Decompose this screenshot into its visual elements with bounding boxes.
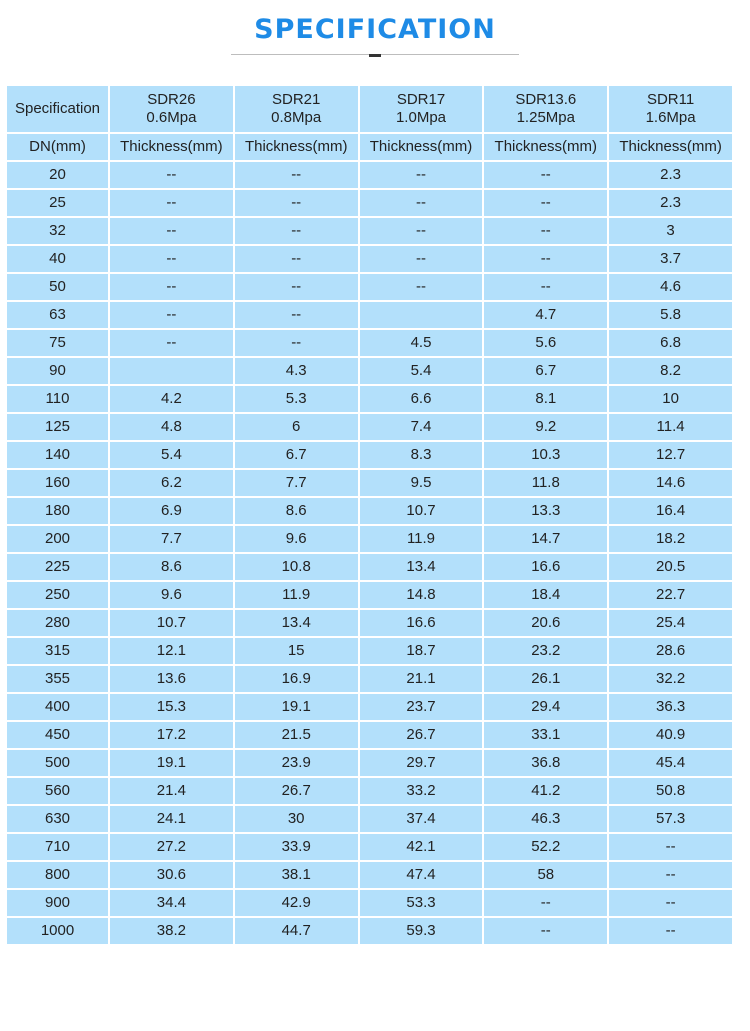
thickness-cell: 4.8: [109, 413, 234, 441]
thickness-cell: 17.2: [109, 721, 234, 749]
table-row: [6, 609, 733, 637]
thickness-cell: 33.9: [234, 833, 359, 861]
thickness-cell: 10.8: [234, 553, 359, 581]
thickness-cell: 7.7: [109, 525, 234, 553]
thickness-header: Thickness(mm): [109, 133, 234, 161]
thickness-cell: 47.4: [359, 861, 484, 889]
thickness-cell: --: [109, 329, 234, 357]
thickness-cell: --: [109, 301, 234, 329]
table-row: [6, 665, 733, 693]
thickness-cell: 19.1: [109, 749, 234, 777]
thickness-cell: --: [483, 273, 608, 301]
thickness-cell: 13.4: [234, 609, 359, 637]
header-row-sdr: [6, 85, 733, 133]
thickness-cell: --: [608, 889, 733, 917]
thickness-cell: 24.1: [109, 805, 234, 833]
thickness-cell: 8.1: [483, 385, 608, 413]
thickness-cell: 4.5: [359, 329, 484, 357]
thickness-cell: --: [359, 161, 484, 189]
thickness-cell: 5.4: [359, 357, 484, 385]
thickness-cell: 13.6: [109, 665, 234, 693]
thickness-cell: 6.9: [109, 497, 234, 525]
thickness-cell: 23.9: [234, 749, 359, 777]
thickness-cell: 33.1: [483, 721, 608, 749]
thickness-cell: 15.3: [109, 693, 234, 721]
thickness-cell: --: [109, 189, 234, 217]
dn-cell: 800: [6, 861, 109, 889]
table-row: [6, 301, 733, 329]
sdr-label: SDR17: [396, 91, 446, 108]
thickness-cell: --: [109, 161, 234, 189]
thickness-cell: 57.3: [608, 805, 733, 833]
dn-cell: 75: [6, 329, 109, 357]
thickness-cell: 9.6: [109, 581, 234, 609]
thickness-cell: 16.4: [608, 497, 733, 525]
dn-cell: 50: [6, 273, 109, 301]
thickness-cell: 58: [483, 861, 608, 889]
thickness-cell: 11.4: [608, 413, 733, 441]
pressure-label: 0.8Mpa: [271, 109, 322, 126]
dn-cell: 32: [6, 217, 109, 245]
thickness-cell: 9.6: [234, 525, 359, 553]
thickness-cell: 4.7: [483, 301, 608, 329]
thickness-cell: 6.2: [109, 469, 234, 497]
table-row: [6, 413, 733, 441]
table-row: [6, 889, 733, 917]
thickness-cell: 6: [234, 413, 359, 441]
table-row: [6, 693, 733, 721]
dn-cell: 400: [6, 693, 109, 721]
thickness-cell: --: [234, 329, 359, 357]
thickness-cell: 11.8: [483, 469, 608, 497]
dn-cell: 40: [6, 245, 109, 273]
thickness-cell: 44.7: [234, 917, 359, 945]
thickness-cell: 5.6: [483, 329, 608, 357]
thickness-cell: --: [234, 245, 359, 273]
thickness-cell: 20.5: [608, 553, 733, 581]
dn-cell: 125: [6, 413, 109, 441]
table-row: [6, 357, 733, 385]
table-row: [6, 833, 733, 861]
dn-cell: 90: [6, 357, 109, 385]
table-row: [6, 861, 733, 889]
thickness-cell: 9.5: [359, 469, 484, 497]
table-body: [6, 161, 733, 945]
thickness-cell: 5.4: [109, 441, 234, 469]
dn-cell: 500: [6, 749, 109, 777]
dn-cell: 63: [6, 301, 109, 329]
table-row: [6, 441, 733, 469]
thickness-cell: 29.7: [359, 749, 484, 777]
thickness-cell: 12.7: [608, 441, 733, 469]
thickness-cell: 12.1: [109, 637, 234, 665]
thickness-cell: --: [109, 245, 234, 273]
table-row: [6, 385, 733, 413]
pressure-label: 1.0Mpa: [395, 109, 447, 126]
dn-cell: 450: [6, 721, 109, 749]
thickness-cell: --: [359, 189, 484, 217]
table-row: [6, 469, 733, 497]
table-row: [6, 553, 733, 581]
thickness-cell: 8.6: [234, 497, 359, 525]
thickness-cell: 37.4: [359, 805, 484, 833]
thickness-cell: 6.7: [483, 357, 608, 385]
table-row: [6, 497, 733, 525]
thickness-cell: [109, 357, 234, 385]
table-row: [6, 217, 733, 245]
thickness-cell: --: [359, 245, 484, 273]
column-header-sdr26: [109, 85, 234, 133]
thickness-cell: --: [234, 161, 359, 189]
dn-cell: 280: [6, 609, 109, 637]
thickness-cell: 26.7: [359, 721, 484, 749]
table-row: [6, 525, 733, 553]
thickness-cell: 16.9: [234, 665, 359, 693]
thickness-cell: 53.3: [359, 889, 484, 917]
sdr-label: SDR11: [646, 91, 695, 108]
thickness-cell: 21.4: [109, 777, 234, 805]
table-row: [6, 189, 733, 217]
table-row: [6, 273, 733, 301]
thickness-cell: 41.2: [483, 777, 608, 805]
dn-cell: 25: [6, 189, 109, 217]
dn-cell: 1000: [6, 917, 109, 945]
table-row: [6, 581, 733, 609]
thickness-cell: 38.2: [109, 917, 234, 945]
table-row: [6, 805, 733, 833]
table-row: [6, 917, 733, 945]
thickness-cell: 26.1: [483, 665, 608, 693]
thickness-cell: --: [483, 917, 608, 945]
thickness-cell: 5.3: [234, 385, 359, 413]
dn-cell: 110: [6, 385, 109, 413]
thickness-cell: 23.7: [359, 693, 484, 721]
corner-header: Specification: [6, 85, 109, 133]
dn-header: DN(mm): [6, 133, 109, 161]
thickness-cell: 6.7: [234, 441, 359, 469]
thickness-cell: 25.4: [608, 609, 733, 637]
thickness-cell: 4.6: [608, 273, 733, 301]
thickness-cell: 6.6: [359, 385, 484, 413]
thickness-cell: 52.2: [483, 833, 608, 861]
thickness-cell: --: [359, 273, 484, 301]
thickness-cell: --: [234, 273, 359, 301]
thickness-cell: 38.1: [234, 861, 359, 889]
thickness-cell: 33.2: [359, 777, 484, 805]
dn-cell: 710: [6, 833, 109, 861]
header-row-units: [6, 133, 733, 161]
thickness-cell: 6.8: [608, 329, 733, 357]
thickness-cell: 26.7: [234, 777, 359, 805]
thickness-cell: 23.2: [483, 637, 608, 665]
dn-cell: 315: [6, 637, 109, 665]
dn-cell: 20: [6, 161, 109, 189]
thickness-cell: 34.4: [109, 889, 234, 917]
thickness-cell: 7.7: [234, 469, 359, 497]
thickness-cell: --: [483, 889, 608, 917]
table-row: [6, 777, 733, 805]
thickness-cell: 13.4: [359, 553, 484, 581]
dn-cell: 250: [6, 581, 109, 609]
specification-table: [5, 84, 734, 946]
table-row: [6, 329, 733, 357]
dn-cell: 180: [6, 497, 109, 525]
thickness-cell: 45.4: [608, 749, 733, 777]
dn-cell: 560: [6, 777, 109, 805]
dn-cell: 160: [6, 469, 109, 497]
column-header-sdr21: [234, 85, 359, 133]
thickness-cell: 20.6: [483, 609, 608, 637]
dn-cell: 900: [6, 889, 109, 917]
thickness-cell: --: [608, 833, 733, 861]
thickness-cell: 50.8: [608, 777, 733, 805]
thickness-cell: --: [234, 301, 359, 329]
thickness-cell: 9.2: [483, 413, 608, 441]
dn-cell: 630: [6, 805, 109, 833]
title-divider-accent: [369, 54, 381, 57]
dn-cell: 200: [6, 525, 109, 553]
thickness-cell: 42.9: [234, 889, 359, 917]
thickness-cell: 15: [234, 637, 359, 665]
thickness-cell: 5.8: [608, 301, 733, 329]
thickness-cell: 21.1: [359, 665, 484, 693]
thickness-cell: 27.2: [109, 833, 234, 861]
thickness-cell: --: [109, 273, 234, 301]
thickness-cell: --: [483, 161, 608, 189]
thickness-cell: --: [359, 217, 484, 245]
thickness-cell: 2.3: [608, 189, 733, 217]
pressure-label: 0.6Mpa: [146, 109, 197, 126]
column-header-sdr17: [359, 85, 484, 133]
thickness-cell: 30.6: [109, 861, 234, 889]
thickness-cell: 22.7: [608, 581, 733, 609]
thickness-cell: 2.3: [608, 161, 733, 189]
thickness-cell: 32.2: [608, 665, 733, 693]
thickness-cell: 19.1: [234, 693, 359, 721]
thickness-cell: 14.8: [359, 581, 484, 609]
thickness-cell: 10.3: [483, 441, 608, 469]
column-header-sdr13-6: [483, 85, 608, 133]
thickness-cell: [359, 301, 484, 329]
thickness-cell: 10.7: [359, 497, 484, 525]
thickness-cell: --: [234, 189, 359, 217]
page-title: SPECIFICATION: [254, 14, 496, 45]
thickness-cell: 18.2: [608, 525, 733, 553]
table-row: [6, 721, 733, 749]
thickness-cell: --: [608, 861, 733, 889]
thickness-cell: 18.7: [359, 637, 484, 665]
pressure-label: 1.25Mpa: [516, 109, 575, 126]
thickness-cell: 7.4: [359, 413, 484, 441]
thickness-cell: --: [109, 217, 234, 245]
thickness-cell: 3: [608, 217, 733, 245]
dn-cell: 225: [6, 553, 109, 581]
table-row: [6, 245, 733, 273]
thickness-cell: 36.8: [483, 749, 608, 777]
thickness-cell: 14.6: [608, 469, 733, 497]
thickness-cell: 16.6: [359, 609, 484, 637]
thickness-cell: 11.9: [234, 581, 359, 609]
thickness-cell: 10: [608, 385, 733, 413]
table-row: [6, 637, 733, 665]
thickness-cell: 36.3: [608, 693, 733, 721]
thickness-cell: 46.3: [483, 805, 608, 833]
thickness-cell: 13.3: [483, 497, 608, 525]
thickness-cell: 29.4: [483, 693, 608, 721]
thickness-cell: 16.6: [483, 553, 608, 581]
sdr-label: SDR26: [147, 91, 196, 108]
pressure-label: 1.6Mpa: [645, 109, 696, 126]
dn-cell: 355: [6, 665, 109, 693]
thickness-cell: 14.7: [483, 525, 608, 553]
sdr-label: SDR13.6: [515, 91, 577, 108]
thickness-cell: 4.3: [234, 357, 359, 385]
thickness-cell: 10.7: [109, 609, 234, 637]
thickness-cell: 40.9: [608, 721, 733, 749]
thickness-cell: 42.1: [359, 833, 484, 861]
thickness-cell: 3.7: [608, 245, 733, 273]
table-row: [6, 749, 733, 777]
thickness-cell: 4.2: [109, 385, 234, 413]
table-row: [6, 161, 733, 189]
thickness-cell: 18.4: [483, 581, 608, 609]
sdr-label: SDR21: [272, 91, 321, 108]
thickness-cell: 28.6: [608, 637, 733, 665]
thickness-header: Thickness(mm): [483, 133, 608, 161]
thickness-header: Thickness(mm): [608, 133, 733, 161]
thickness-cell: --: [234, 217, 359, 245]
thickness-cell: 11.9: [359, 525, 484, 553]
thickness-header: Thickness(mm): [359, 133, 484, 161]
thickness-cell: --: [483, 245, 608, 273]
thickness-cell: 8.6: [109, 553, 234, 581]
thickness-cell: --: [483, 217, 608, 245]
thickness-cell: 8.3: [359, 441, 484, 469]
dn-cell: 140: [6, 441, 109, 469]
thickness-cell: 8.2: [608, 357, 733, 385]
thickness-cell: 59.3: [359, 917, 484, 945]
thickness-cell: 21.5: [234, 721, 359, 749]
thickness-cell: --: [483, 189, 608, 217]
column-header-sdr11: [608, 85, 733, 133]
thickness-cell: --: [608, 917, 733, 945]
thickness-cell: 30: [234, 805, 359, 833]
thickness-header: Thickness(mm): [234, 133, 359, 161]
